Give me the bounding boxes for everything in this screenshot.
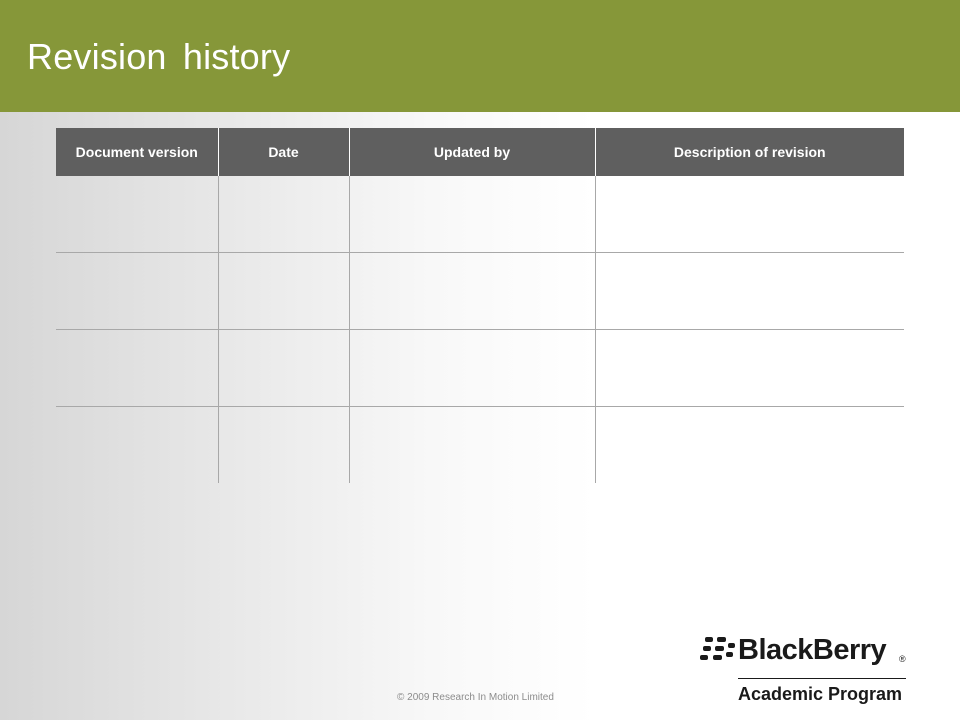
table-cell [349, 253, 595, 330]
table-cell [56, 407, 218, 484]
table-cell [349, 330, 595, 407]
table-row [56, 330, 904, 407]
table-row [56, 253, 904, 330]
table-row [56, 176, 904, 253]
slide-title: Revision history [27, 36, 291, 77]
column-header-description: Description of revision [595, 128, 904, 176]
title-bar [0, 0, 960, 112]
table-cell [595, 330, 904, 407]
logo-divider [738, 678, 906, 679]
table-cell [218, 330, 349, 407]
table-cell [218, 407, 349, 484]
table-header-row [56, 128, 904, 176]
table-cell [349, 176, 595, 253]
blackberry-dots-icon [700, 637, 736, 665]
table-cell [56, 330, 218, 407]
table-cell [218, 176, 349, 253]
table-cell [218, 253, 349, 330]
table-cell [56, 253, 218, 330]
table-cell [595, 253, 904, 330]
blackberry-academic-logo [700, 634, 910, 708]
table-cell [349, 407, 595, 484]
table-row [56, 407, 904, 484]
table-cell [56, 176, 218, 253]
copyright-footer: © 2009 Research In Motion Limited [397, 692, 554, 703]
column-header-updated-by: Updated by [349, 128, 595, 176]
revision-history-table [56, 128, 904, 483]
table-cell [595, 407, 904, 484]
column-header-date: Date [218, 128, 349, 176]
table-cell [595, 176, 904, 253]
logo-registered-mark: ® [899, 654, 906, 664]
logo-brand-text: BlackBerry [738, 634, 887, 666]
column-header-document-version: Document version [56, 128, 218, 176]
logo-program-text: Academic Program [738, 684, 903, 704]
